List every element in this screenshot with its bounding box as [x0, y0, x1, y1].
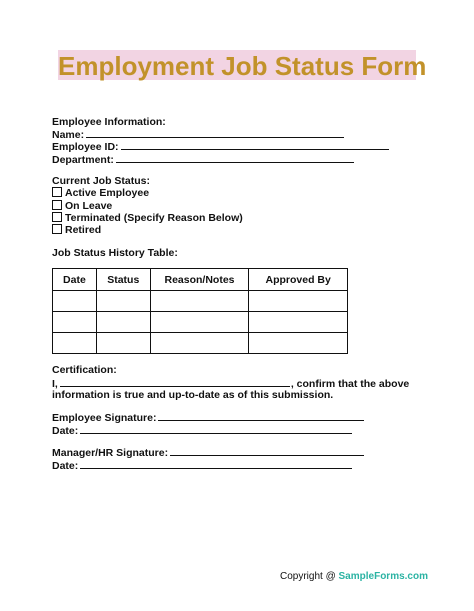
footer — [280, 571, 428, 582]
table-cell[interactable] — [249, 333, 348, 354]
table-cell[interactable] — [53, 291, 97, 312]
table-cell[interactable] — [150, 333, 249, 354]
table-cell[interactable] — [53, 312, 97, 333]
column-header-status: Status — [96, 269, 150, 291]
employee-date-row — [52, 424, 352, 438]
name-input-line[interactable] — [86, 128, 344, 138]
certification-heading: Certification: — [52, 364, 117, 376]
employee-signature-row — [52, 411, 364, 425]
column-header-date: Date — [53, 269, 97, 291]
table-row — [53, 312, 348, 333]
table-cell[interactable] — [249, 291, 348, 312]
employee-date-input-line[interactable] — [80, 424, 352, 434]
table-row — [53, 333, 348, 354]
checkbox-on-leave[interactable] — [52, 200, 62, 210]
table-row — [53, 291, 348, 312]
checkbox-active[interactable] — [52, 187, 62, 197]
table-cell[interactable] — [249, 312, 348, 333]
department-field-row — [52, 153, 354, 167]
certification-suffix: , confirm that the above — [290, 378, 410, 390]
status-option-active[interactable] — [52, 187, 149, 200]
table-cell[interactable] — [53, 333, 97, 354]
certification-prefix: I, — [52, 378, 58, 390]
manager-signature-row — [52, 446, 364, 460]
employee-id-label: Employee ID: — [52, 141, 119, 153]
department-input-line[interactable] — [116, 153, 354, 163]
certifier-name-input-line[interactable] — [60, 377, 290, 387]
copyright-text: Copyright @ — [280, 571, 336, 582]
manager-date-row — [52, 459, 352, 473]
history-table-header-row — [53, 269, 348, 291]
history-table — [52, 268, 348, 354]
employee-signature-input-line[interactable] — [158, 411, 364, 421]
table-cell[interactable] — [150, 291, 249, 312]
name-label: Name: — [52, 129, 85, 141]
job-status-heading: Current Job Status: — [52, 175, 151, 187]
column-header-approved-by: Approved By — [249, 269, 348, 291]
employee-signature-label: Employee Signature: — [52, 412, 157, 424]
table-cell[interactable] — [96, 333, 150, 354]
history-table-heading: Job Status History Table: — [52, 247, 178, 259]
status-option-label: On Leave — [65, 200, 113, 212]
table-cell[interactable] — [96, 291, 150, 312]
checkbox-terminated[interactable] — [52, 212, 62, 222]
brand-link[interactable]: SampleForms.com — [338, 571, 428, 582]
table-cell[interactable] — [96, 312, 150, 333]
employee-info-heading: Employee Information: — [52, 116, 166, 128]
status-option-label: Active Employee — [65, 187, 150, 199]
status-option-retired[interactable] — [52, 224, 101, 237]
employee-id-input-line[interactable] — [121, 140, 389, 150]
employee-id-field-row — [52, 140, 389, 154]
certification-line-2: information is true and up-to-date as of this submission. — [52, 389, 334, 401]
manager-date-label: Date: — [52, 460, 79, 472]
manager-date-input-line[interactable] — [80, 459, 352, 469]
manager-signature-input-line[interactable] — [170, 446, 364, 456]
manager-signature-label: Manager/HR Signature: — [52, 447, 169, 459]
form-title: Employment Job Status Form — [58, 51, 427, 81]
status-option-label: Terminated (Specify Reason Below) — [65, 212, 243, 224]
checkbox-retired[interactable] — [52, 224, 62, 234]
status-option-label: Retired — [65, 224, 102, 236]
column-header-reason: Reason/Notes — [150, 269, 249, 291]
employee-date-label: Date: — [52, 425, 79, 437]
table-cell[interactable] — [150, 312, 249, 333]
department-label: Department: — [52, 154, 114, 166]
